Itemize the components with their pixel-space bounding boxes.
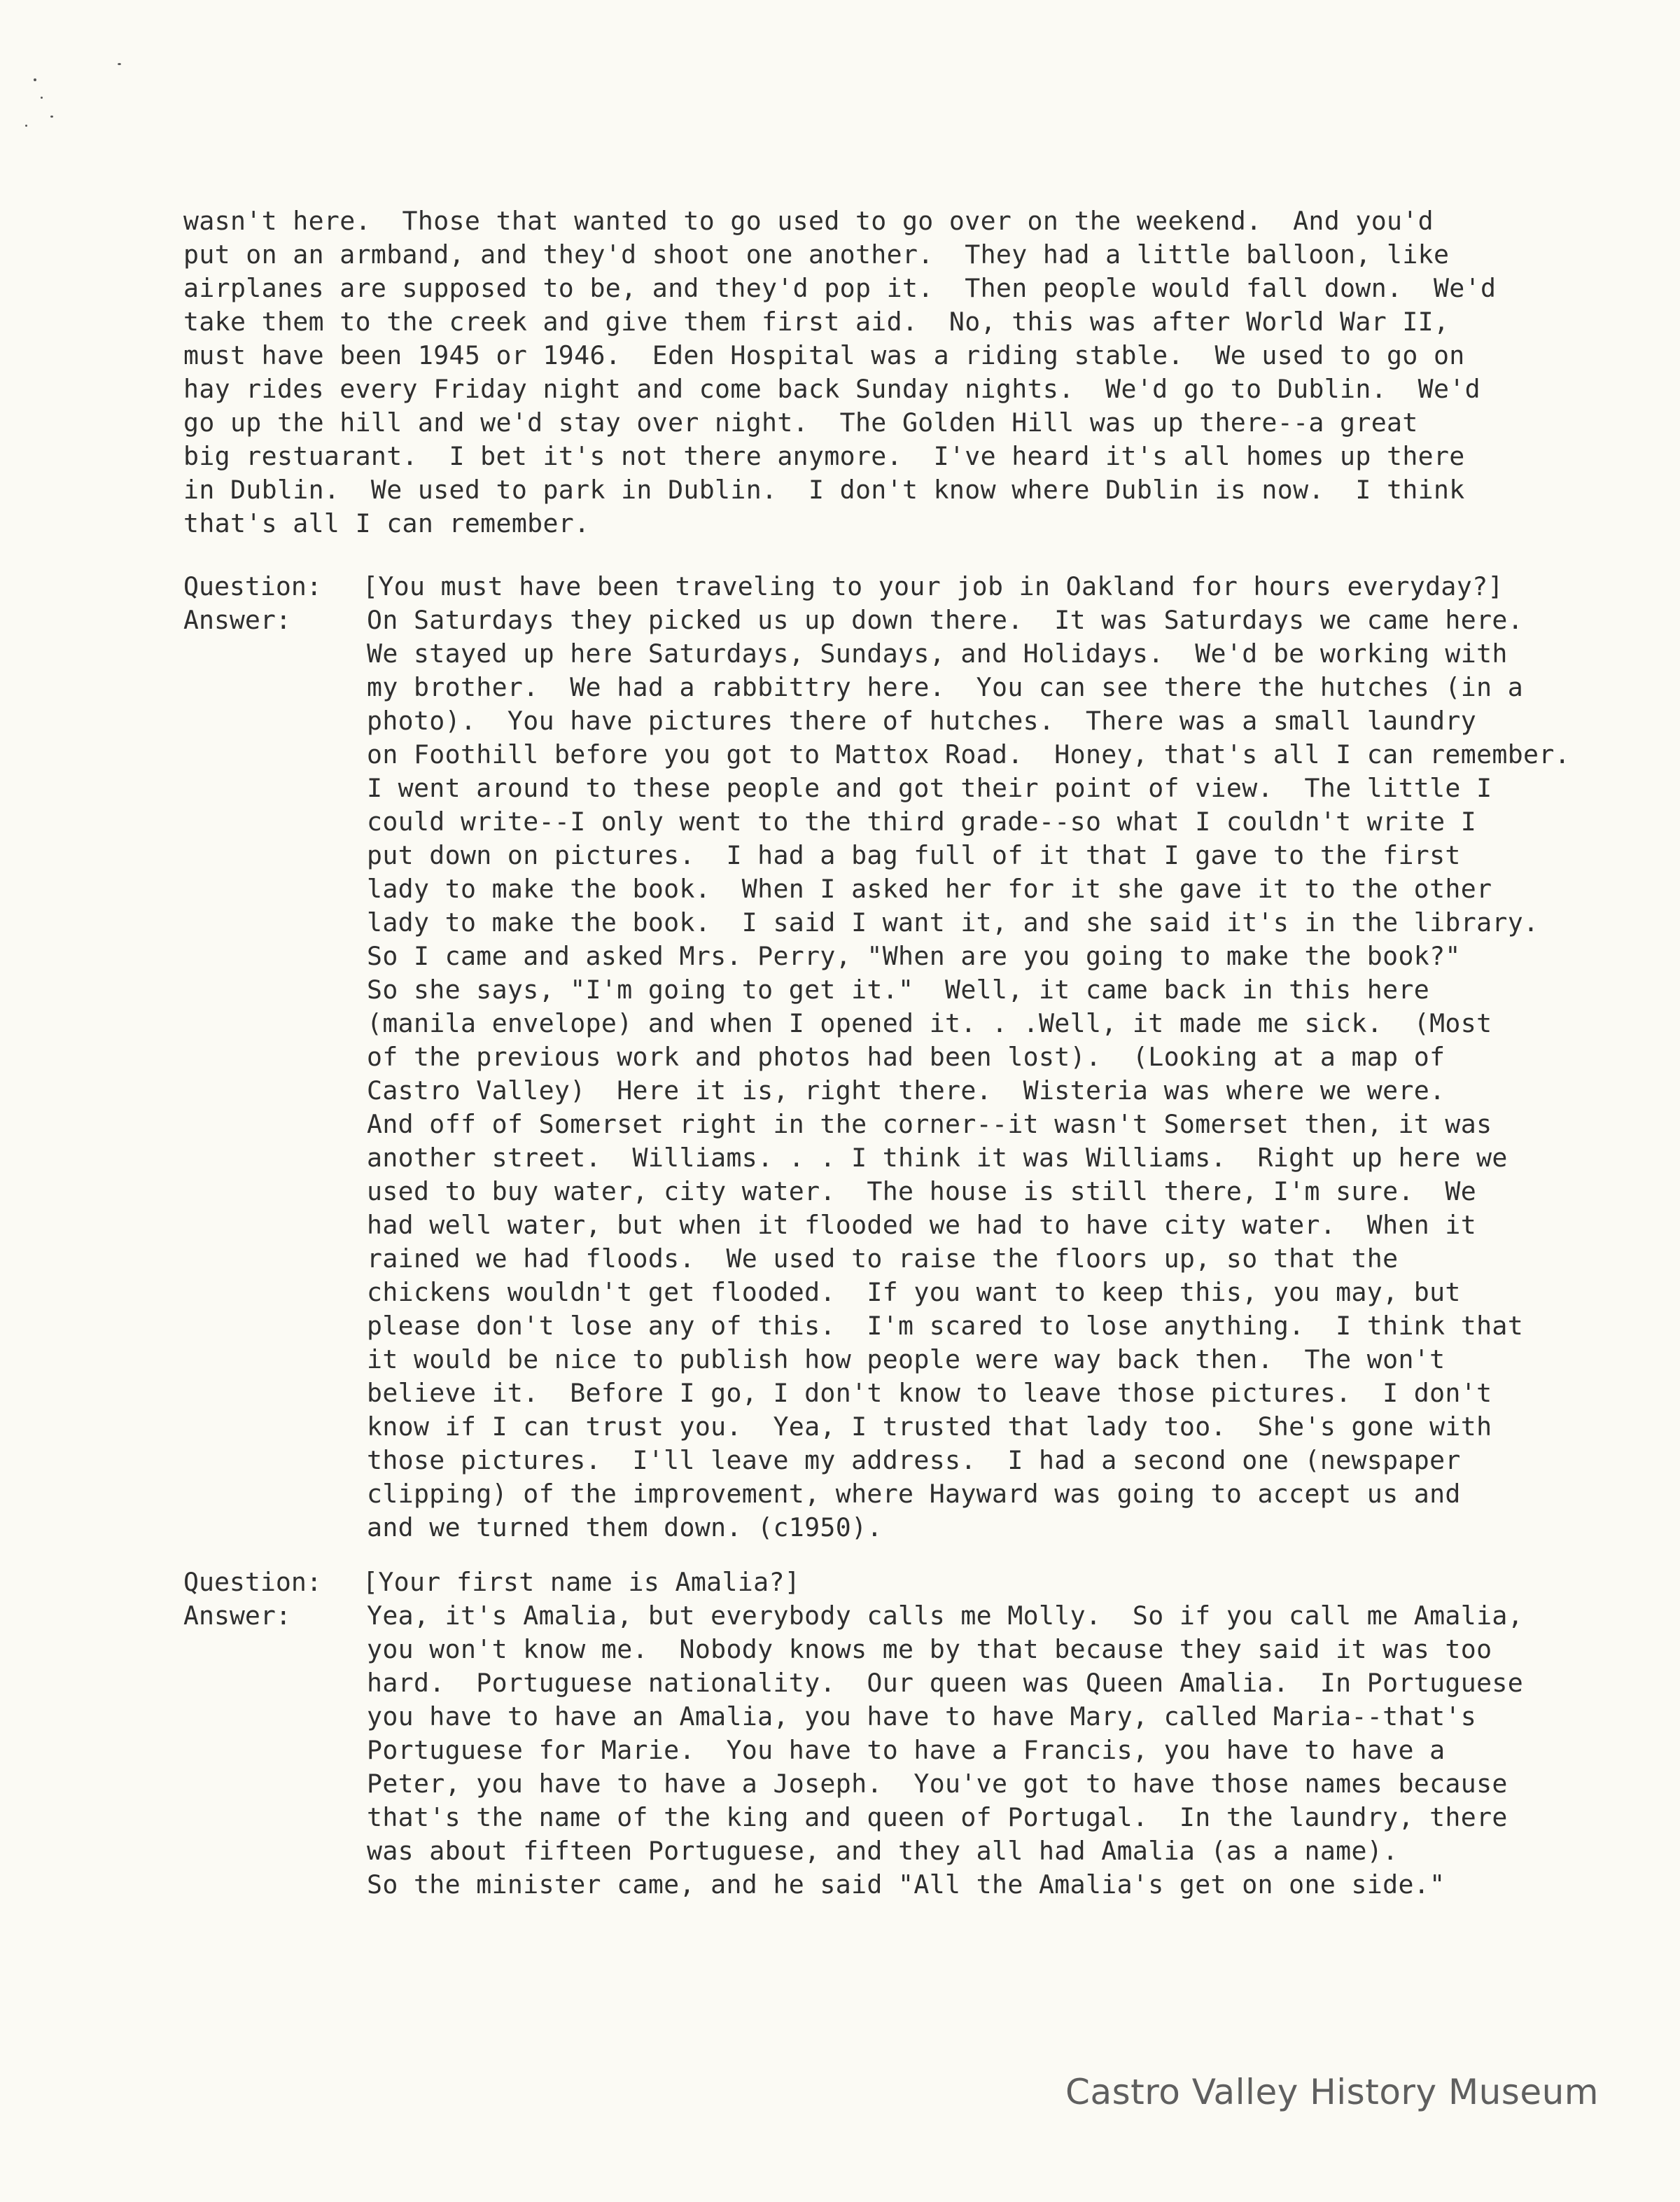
answer-line: I went around to these people and got their point of view. The little I: [367, 773, 1492, 803]
answer-line: Castro Valley) Here it is, right there. Wisteria was where we were.: [367, 1075, 1446, 1106]
answer-line: it would be nice to publish how people were way back then. The won't: [367, 1344, 1446, 1374]
question-label: Question:: [183, 1567, 322, 1597]
answer-line: of the previous work and photos had been lost). (Looking at a map of: [367, 1042, 1446, 1072]
intro-line: hay rides every Friday night and come back Sunday nights. We'd go to Dublin. We'd: [183, 374, 1480, 404]
answer-line: please don't lose any of this. I'm scared to lose anything. I think that: [367, 1311, 1524, 1341]
question-text: [Your first name is Amalia?]: [363, 1567, 801, 1597]
answer-line: lady to make the book. When I asked her for it she gave it to the other: [367, 874, 1492, 904]
question-label: Question:: [183, 571, 322, 601]
answer-line: chickens wouldn't get flooded. If you want to keep this, you may, but: [367, 1277, 1461, 1307]
answer-line: another street. Williams. . . I think it was Williams. Right up here we: [367, 1143, 1508, 1173]
answer-line: those pictures. I'll leave my address. I had a second one (newspaper: [367, 1445, 1461, 1475]
answer-line: photo). You have pictures there of hutches. There was a small laundry: [367, 706, 1477, 736]
intro-line: that's all I can remember.: [183, 508, 590, 538]
answer-line: that's the name of the king and queen of Portugal. In the laundry, there: [367, 1802, 1508, 1832]
intro-line: wasn't here. Those that wanted to go used to go over on the weekend. And you'd: [183, 206, 1434, 236]
answer-line: So she says, "I'm going to get it." Well, it came back in this here: [367, 975, 1430, 1005]
answer-line: used to buy water, city water. The house is still there, I'm sure. We: [367, 1176, 1477, 1206]
answer-line: hard. Portuguese nationality. Our queen was Queen Amalia. In Portuguese: [367, 1668, 1524, 1698]
answer-line: Peter, you have to have a Joseph. You've got to have those names because: [367, 1769, 1508, 1799]
intro-line: big restuarant. I bet it's not there anymore. I've heard it's all homes up there: [183, 441, 1465, 471]
paper-speck: [118, 63, 121, 65]
answer-line: We stayed up here Saturdays, Sundays, and Holidays. We'd be working with: [367, 639, 1508, 669]
answer-line: had well water, but when it flooded we had to have city water. When it: [367, 1210, 1477, 1240]
answer-line: (manila envelope) and when I opened it. . .Well, it made me sick. (Most: [367, 1008, 1492, 1038]
answer-line: Yea, it's Amalia, but everybody calls me Molly. So if you call me Amalia,: [367, 1601, 1524, 1631]
answer-line: believe it. Before I go, I don't know to leave those pictures. I don't: [367, 1378, 1492, 1408]
question-text: [You must have been traveling to your job in Oakland for hours everyday?]: [363, 571, 1504, 601]
intro-line: go up the hill and we'd stay over night. The Golden Hill was up there--a great: [183, 407, 1418, 438]
answer-line: you won't know me. Nobody knows me by that because they said it was too: [367, 1634, 1492, 1664]
answer-line: rained we had floods. We used to raise the floors up, so that the: [367, 1243, 1399, 1274]
answer-line: Portuguese for Marie. You have to have a Francis, you have to have a: [367, 1735, 1446, 1765]
paper-speck: [50, 116, 53, 118]
answer-line: and we turned them down. (c1950).: [367, 1512, 883, 1542]
answer-line: So I came and asked Mrs. Perry, "When are you going to make the book?": [367, 941, 1461, 971]
answer-line: know if I can trust you. Yea, I trusted that lady too. She's gone with: [367, 1412, 1492, 1442]
answer-line: my brother. We had a rabbittry here. You can see there the hutches (in a: [367, 672, 1524, 702]
answer-line: lady to make the book. I said I want it, and she said it's in the library.: [367, 907, 1539, 938]
answer-line: on Foothill before you got to Mattox Road. Honey, that's all I can remember.: [367, 739, 1571, 769]
answer-label: Answer:: [183, 605, 291, 635]
museum-watermark: Castro Valley History Museum: [1065, 2072, 1599, 2112]
answer-line: could write--I only went to the third grade--so what I couldn't write I: [367, 807, 1477, 837]
answer-line: put down on pictures. I had a bag full of it that I gave to the first: [367, 840, 1461, 870]
intro-line: airplanes are supposed to be, and they'd pop it. Then people would fall down. We'd: [183, 273, 1497, 303]
paper-speck: [25, 125, 27, 127]
answer-line: was about fifteen Portuguese, and they all had Amalia (as a name).: [367, 1836, 1399, 1866]
answer-label: Answer:: [183, 1601, 291, 1631]
paper-speck: [41, 97, 43, 99]
answer-line: clipping) of the improvement, where Hayward was going to accept us and: [367, 1479, 1461, 1509]
answer-line: And off of Somerset right in the corner--it wasn't Somerset then, it was: [367, 1109, 1492, 1139]
answer-line: So the minister came, and he said "All the Amalia's get on one side.": [367, 1869, 1446, 1900]
intro-line: put on an armband, and they'd shoot one another. They had a little balloon, like: [183, 239, 1450, 270]
answer-line: On Saturdays they picked us up down there. It was Saturdays we came here.: [367, 605, 1524, 635]
intro-line: in Dublin. We used to park in Dublin. I don't know where Dublin is now. I think: [183, 475, 1465, 505]
intro-line: must have been 1945 or 1946. Eden Hospital was a riding stable. We used to go on: [183, 340, 1465, 370]
intro-line: take them to the creek and give them first aid. No, this was after World War II,: [183, 307, 1450, 337]
answer-line: you have to have an Amalia, you have to have Mary, called Maria--that's: [367, 1701, 1477, 1731]
paper-speck: [34, 78, 36, 81]
